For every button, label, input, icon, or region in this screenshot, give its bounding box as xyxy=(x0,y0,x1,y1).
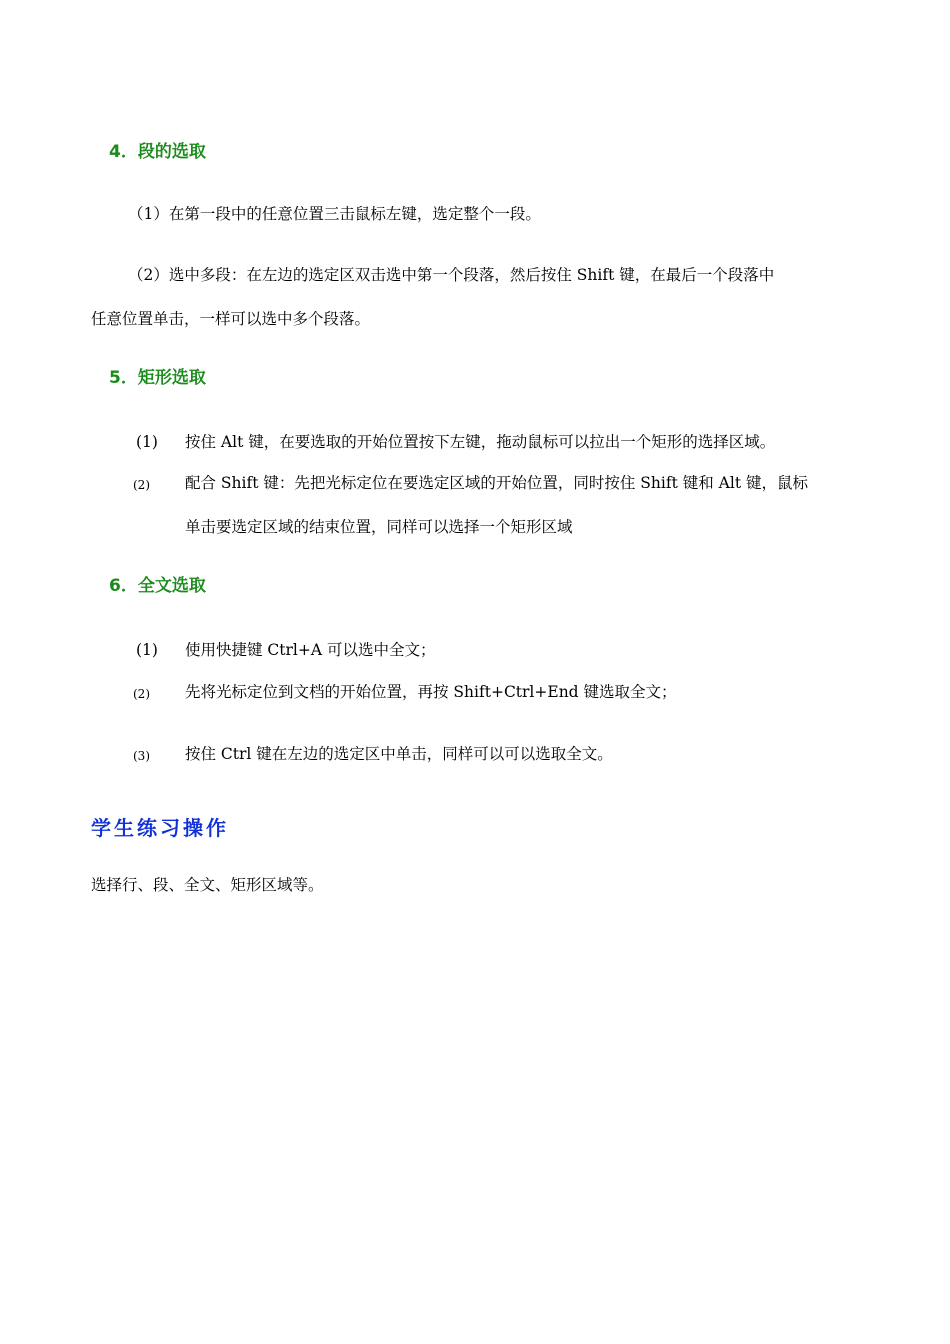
section-4-item-2-line-1: （2）选中多段：在左边的选定区双击选中第一个段落，然后按住 Shift 键，在最后一个段落中 xyxy=(128,266,775,284)
section-4-heading: 4．段的选取 xyxy=(109,142,206,162)
section-6-item-2-number: (2) xyxy=(133,687,150,701)
practice-title: 学生练习操作 xyxy=(91,816,229,840)
section-5-item-2-text-line-2: 单击要选定区域的结束位置，同样可以选择一个矩形区域 xyxy=(185,518,573,536)
section-6-item-1-text: 使用快捷键 Ctrl+A 可以选中全文； xyxy=(185,641,436,659)
practice-text: 选择行、段、全文、矩形区域等。 xyxy=(91,876,324,894)
section-5-item-2-number: (2) xyxy=(133,478,150,492)
section-4-item-2-line-2: 任意位置单击，一样可以选中多个段落。 xyxy=(91,310,371,328)
section-6-item-2-text: 先将光标定位到文档的开始位置，再按 Shift+Ctrl+End 键选取全文； xyxy=(185,683,677,701)
section-6-heading: 6．全文选取 xyxy=(109,576,206,596)
section-4-item-1: （1）在第一段中的任意位置三击鼠标左键，选定整个一段。 xyxy=(128,205,541,223)
section-5-item-1-text: 按住 Alt 键，在要选取的开始位置按下左键，拖动鼠标可以拉出一个矩形的选择区域。 xyxy=(185,433,776,451)
section-5-heading: 5．矩形选取 xyxy=(109,368,206,388)
section-6-item-3-text: 按住 Ctrl 键在左边的选定区中单击，同样可以可以选取全文。 xyxy=(185,745,613,763)
section-5-item-2-text: 配合 Shift 键：先把光标定位在要选定区域的开始位置，同时按住 Shift 键和 Alt 键，鼠标 xyxy=(185,474,808,492)
section-6-item-1-number: (1) xyxy=(136,641,158,659)
section-5-item-1-number: (1) xyxy=(136,433,158,451)
section-6-item-3-number: (3) xyxy=(133,749,150,763)
